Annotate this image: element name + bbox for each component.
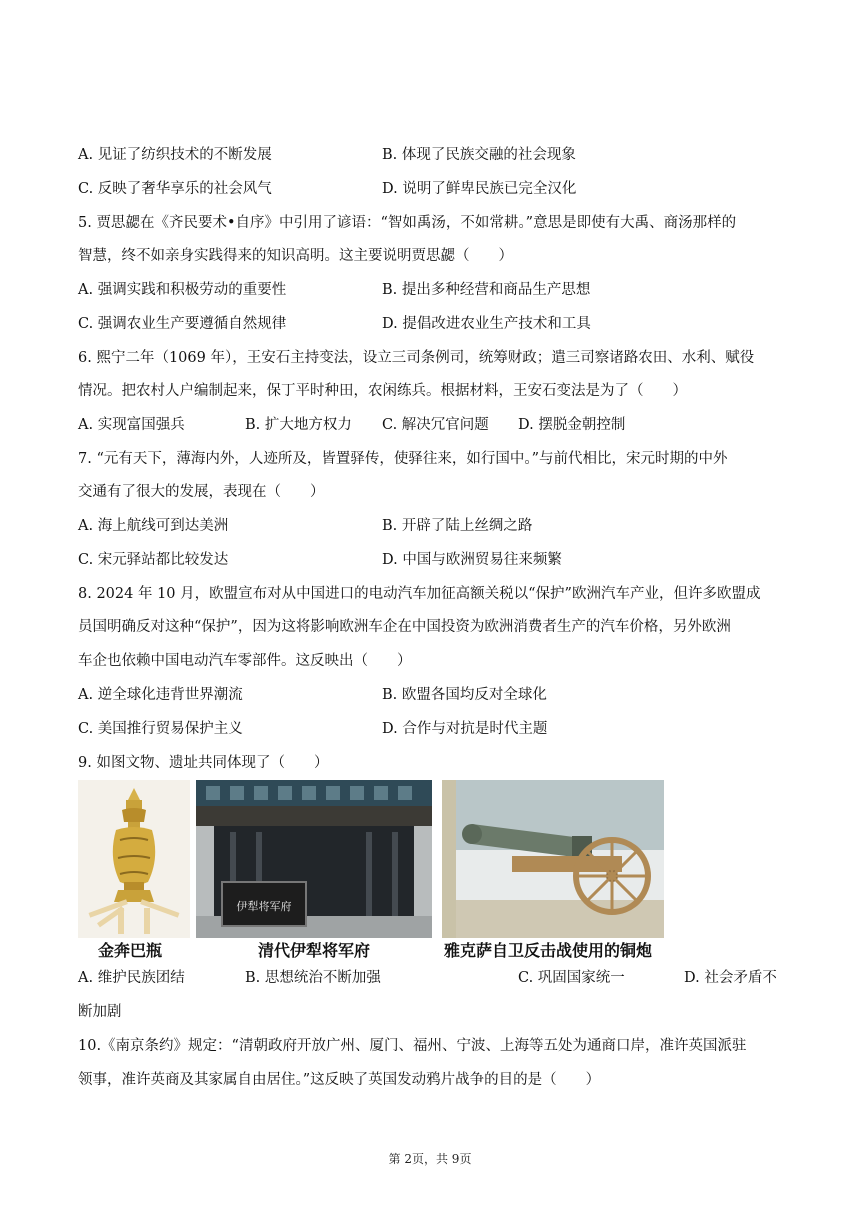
golden-vase-image <box>78 780 190 938</box>
caption-ili-mansion: 清代伊犁将军府 <box>258 941 371 960</box>
q5-option-c: C. 强调农业生产要遵循自然规律 <box>78 316 287 332</box>
q9-option-d-continued: 断加剧 <box>78 1004 122 1020</box>
q10-stem-line1: 10.《南京条约》规定：“清朝政府开放广州、厦门、福州、宁波、上海等五处为通商口岸，准许英国派驻 <box>78 1038 747 1054</box>
q9-image-strip <box>78 780 668 962</box>
q8-option-d: D. 合作与对抗是时代主题 <box>382 721 548 737</box>
q7-option-c: C. 宋元驿站都比较发达 <box>78 552 229 568</box>
building-icon <box>196 780 432 938</box>
caption-golden-vase: 金奔巴瓶 <box>98 941 163 960</box>
q8-stem-line1: 8. 2024 年 10 月，欧盟宣布对从中国进口的电动汽车加征高额关税以“保护”欧洲汽车产业，但许多欧盟成 <box>78 586 761 602</box>
q4-option-d: D. 说明了鲜卑民族已完全汉化 <box>382 181 577 197</box>
q7-option-b: B. 开辟了陆上丝绸之路 <box>382 518 533 534</box>
q5-option-d: D. 提倡改进农业生产技术和工具 <box>382 316 591 332</box>
q5-option-b: B. 提出多种经营和商品生产思想 <box>382 282 591 298</box>
q8-option-c: C. 美国推行贸易保护主义 <box>78 721 243 737</box>
q8-option-b: B. 欧盟各国均反对全球化 <box>382 687 547 703</box>
q9-stem: 9. 如图文物、遗址共同体现了（ ） <box>78 755 329 771</box>
q10-stem-line2: 领事，准许英商及其家属自由居住。”这反映了英国发动鸦片战争的目的是（ ） <box>78 1072 601 1088</box>
q8-stem-line2: 员国明确反对这种“保护”，因为这将影响欧洲车企在中国投资为欧洲消费者生产的汽车价格，另外欧洲 <box>78 619 731 635</box>
q4-option-a: A. 见证了纺织技术的不断发展 <box>78 147 272 163</box>
bronze-cannon-image <box>442 780 664 938</box>
q5-stem-line2: 智慧，终不如亲身实践得来的知识高明。这主要说明贾思勰（ ） <box>78 248 513 264</box>
q6-stem-line1: 6. 熙宁二年（1069 年），王安石主持变法，设立三司条例司，统筹财政；遣三司察诸路农田、水利、赋役 <box>78 350 755 366</box>
q7-option-d: D. 中国与欧洲贸易往来频繁 <box>382 552 562 568</box>
q4-option-b: B. 体现了民族交融的社会现象 <box>382 147 576 163</box>
q6-stem-line2: 情况。把农村人户编制起来，保丁平时种田，农闲练兵。根据材料，王安石变法是为了（ ） <box>78 383 687 399</box>
q5-option-a: A. 强调实践和积极劳动的重要性 <box>78 282 287 298</box>
ili-mansion-image <box>196 780 432 938</box>
q8-option-a: A. 逆全球化违背世界潮流 <box>78 687 243 703</box>
page-footer: 第 2页，共 9页 <box>388 1152 472 1166</box>
q6-option-a: A. 实现富国强兵 <box>78 417 185 433</box>
q9-option-b: B. 思想统治不断加强 <box>245 970 381 986</box>
mansion-sign-text: 伊犁将军府 <box>236 900 292 913</box>
q9-option-a: A. 维护民族团结 <box>78 970 185 986</box>
q7-stem-line1: 7. “元有天下，薄海内外，人迹所及，皆置驿传，使驿往来，如行国中。”与前代相比，宋元时期的中外 <box>78 451 728 467</box>
q4-option-c: C. 反映了奢华享乐的社会风气 <box>78 181 272 197</box>
q7-stem-line2: 交通有了很大的发展，表现在（ ） <box>78 484 325 500</box>
q6-option-b: B. 扩大地方权力 <box>245 417 352 433</box>
q6-option-c: C. 解决冗官问题 <box>382 417 489 433</box>
q9-option-d: D. 社会矛盾不 <box>684 970 777 986</box>
q8-stem-line3: 车企也依赖中国电动汽车零部件。这反映出（ ） <box>78 653 412 669</box>
q7-option-a: A. 海上航线可到达美洲 <box>78 518 229 534</box>
q9-option-c: C. 巩固国家统一 <box>518 970 625 986</box>
q5-stem-line1: 5. 贾思勰在《齐民要术•自序》中引用了谚语：“智如禹汤，不如常耕。”意思是即使有大禹、商汤那样的 <box>78 215 737 231</box>
caption-bronze-cannon: 雅克萨自卫反击战使用的铜炮 <box>444 941 653 960</box>
q6-option-d: D. 摆脱金朝控制 <box>518 417 626 433</box>
